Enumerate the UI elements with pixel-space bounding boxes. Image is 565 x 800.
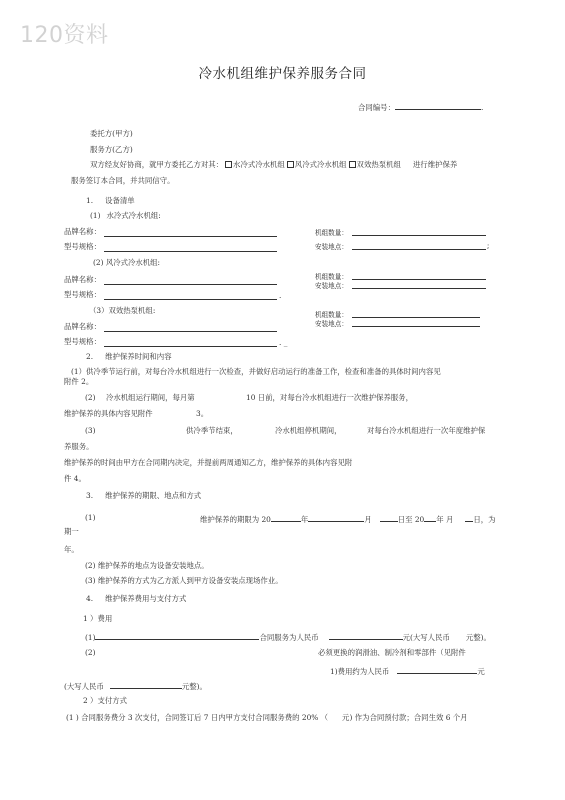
brand-field[interactable] [104, 331, 277, 332]
brand-label: 品牌名称： [64, 275, 101, 284]
install-site-label: 安装地点： [315, 282, 348, 290]
fee-1-b: 元(大写人民币 [402, 633, 450, 642]
document-title: 冷水机组维护保养服务合同 [198, 66, 367, 82]
model-field[interactable] [104, 251, 277, 252]
unit-count-label: 机组数量： [315, 229, 348, 237]
section-4-title: 维护保养费用与支付方式 [105, 594, 187, 603]
start-day-field[interactable] [380, 513, 398, 522]
s2-para3-c: 对每台冷水机组进行一次年度维护保 [367, 426, 486, 435]
intro-lead: 双方经友好协商，就甲方委托乙方对其： [90, 160, 224, 169]
payment-heading: 2 ）支付方式 [83, 696, 128, 705]
s2-para3-e: 维护保养的时间由甲方在合同期内决定，并提前两周通知乙方，维护保养的具体内容见附 [64, 458, 353, 467]
intro-line-1 [90, 160, 457, 170]
s3-period-h: 年。 [64, 545, 79, 554]
watermark: 120资料 [20, 23, 109, 48]
contract-number-end: . [480, 103, 484, 112]
section-2-number: 2. [86, 352, 94, 361]
s2-para3-a: 供冷季节结束， [186, 426, 238, 435]
install-site-label: 安装地点： [315, 243, 348, 251]
install-site-field[interactable] [352, 288, 486, 289]
period: . [279, 338, 282, 347]
model-label: 型号规格： [64, 242, 101, 251]
option-water-cooled: 水冷式冷水机组 [233, 160, 285, 169]
parts-fee-field[interactable] [397, 665, 477, 674]
s2-para2-a: 冷水机组运行期间，每月第 [106, 393, 195, 402]
unit-count-label: 机组数量： [315, 273, 348, 281]
brand-field[interactable] [104, 236, 277, 237]
end-day-label: 日，为 [473, 515, 496, 524]
unit-count-field[interactable] [352, 235, 486, 236]
sub-water-cooled-number: (1) [90, 211, 101, 220]
brand-label: 品牌名称： [64, 322, 101, 331]
sub-heat-pump-label: （3）双效热泵机组: [89, 306, 156, 315]
fee-amount-field[interactable] [329, 631, 403, 640]
sub-water-cooled [90, 211, 161, 221]
checkbox-air-cooled[interactable] [287, 161, 294, 168]
contract-number-label: 合同编号： [358, 103, 395, 112]
option-heat-pump: 双效热泵机组 [356, 160, 401, 169]
fee-heading: 1 ）费用 [83, 614, 113, 623]
fee-2-a: 必须更换的润滑油、制冷剂和零部件（见附件 [318, 648, 466, 657]
section-2-heading [86, 352, 172, 362]
section-3-heading [86, 491, 201, 501]
section-1-title: 设备清单 [105, 196, 135, 205]
contract-number [358, 101, 483, 113]
dash: _ [283, 338, 288, 347]
s3-para2: (2) 维护保养的地点为设备安装地点。 [85, 561, 209, 570]
install-site-label: 安装地点： [315, 320, 348, 328]
fee-1-line [85, 631, 491, 643]
s3-period-g: 期一 [64, 527, 79, 536]
semicolon: ; [487, 242, 490, 250]
s3-para1-number: (1) [85, 513, 96, 522]
payment-1-b: 元) 作为合同预付款；合同生效 6 个月 [342, 713, 468, 722]
fee-2-number: (2) [85, 648, 96, 657]
end-year-month-label: 年 月 [436, 515, 454, 524]
client-party-label: 委托方(甲方) [90, 129, 133, 138]
fee-2-e: 元整)。 [181, 682, 207, 691]
option-air-cooled: 风冷式冷水机组 [294, 160, 347, 169]
s2-para2-c: 维护保养的具体内容见附件 [64, 409, 153, 418]
unit-count-field[interactable] [352, 279, 486, 280]
model-field[interactable] [104, 299, 277, 300]
s2-para3-f: 件 4。 [64, 474, 86, 483]
section-4-number: 4. [86, 594, 94, 603]
s2-para1-line1: (1）供冷季节运行前，对每台冷水机组进行一次检查，并做好启动运行的准备工作，检查和准备的具体时间内容见 [71, 367, 441, 376]
s2-para2-d: 3。 [196, 409, 209, 418]
fee-1-a: 合同服务为人民币 [259, 633, 319, 642]
s2-para3-number: (3) [85, 426, 96, 435]
s2-para2-number: (2) [85, 393, 96, 402]
s2-para3-d: 养服务。 [64, 442, 94, 451]
period-start-prefix: 维护保养的期限为 20 [200, 515, 271, 524]
section-2-title: 维护保养时间和内容 [105, 352, 172, 361]
checkbox-water-cooled[interactable] [225, 161, 232, 168]
brand-label: 品牌名称： [64, 227, 101, 236]
s2-para3-b: 冷水机组停机期间， [275, 426, 342, 435]
service-party-label: 服务方(乙方) [90, 145, 133, 154]
contract-number-field[interactable] [395, 101, 484, 112]
day-to-label: 日至 20 [397, 515, 425, 524]
section-1-heading [86, 196, 135, 206]
fee-1-number: (1) [85, 633, 96, 642]
start-month-field[interactable] [308, 513, 364, 522]
fee-1-c: 元整)。 [465, 633, 491, 642]
month-label: 月 [364, 515, 372, 524]
fee-2-b: 1)费用约为人民币 [330, 667, 390, 676]
intro-line-2: 服务签订本合同，并共同信守。 [71, 176, 175, 185]
sub-air-cooled-label: (2) 风冷式冷水机组: [93, 258, 161, 267]
install-site-field[interactable] [352, 249, 486, 250]
model-field[interactable] [104, 346, 277, 347]
service-name-field[interactable] [95, 631, 259, 640]
payment-1-line [66, 713, 468, 723]
section-4-heading [86, 594, 186, 604]
model-label: 型号规格： [64, 290, 101, 299]
section-3-number: 3. [86, 491, 94, 500]
unit-count-label: 机组数量： [315, 311, 348, 319]
checkbox-heat-pump[interactable] [349, 161, 356, 168]
fee-2-line2 [330, 665, 485, 677]
year-label: 年 [300, 515, 309, 524]
s2-para1-line2: 附件 2。 [64, 377, 94, 386]
s3-para3: (3) 维护保养的方式为乙方派人到甲方设备安装点现场作业。 [85, 576, 283, 585]
period: . [279, 291, 282, 300]
section-1-number: 1. [86, 196, 94, 205]
period-dash [279, 338, 287, 348]
fee-2-line3 [64, 680, 207, 692]
intro-tail: 进行维护保养 [412, 160, 458, 169]
model-label: 型号规格： [64, 337, 101, 346]
s2-para2-b: 10 日前，对每台冷水机组进行一次维护保养服务， [246, 393, 413, 402]
fee-2-c: 元 [477, 667, 485, 676]
fee-2-d: (大写人民币 [64, 682, 104, 691]
start-year-field[interactable] [271, 513, 301, 522]
sub-water-cooled-label: 水冷式冷水机组: [106, 211, 161, 220]
section-3-title: 维护保养的期限、地点和方式 [105, 491, 202, 500]
install-site-field[interactable] [352, 326, 480, 327]
s3-period-line [200, 513, 496, 525]
unit-count-field[interactable] [352, 317, 480, 318]
parts-fee-words-field[interactable] [110, 680, 182, 689]
brand-field[interactable] [104, 284, 277, 285]
end-year-field[interactable] [424, 513, 436, 522]
payment-1-a: (1 ) 合同服务费分 3 次支付，合同签订后 7 日内甲方支付合同服务费的 20% （ [66, 713, 329, 722]
